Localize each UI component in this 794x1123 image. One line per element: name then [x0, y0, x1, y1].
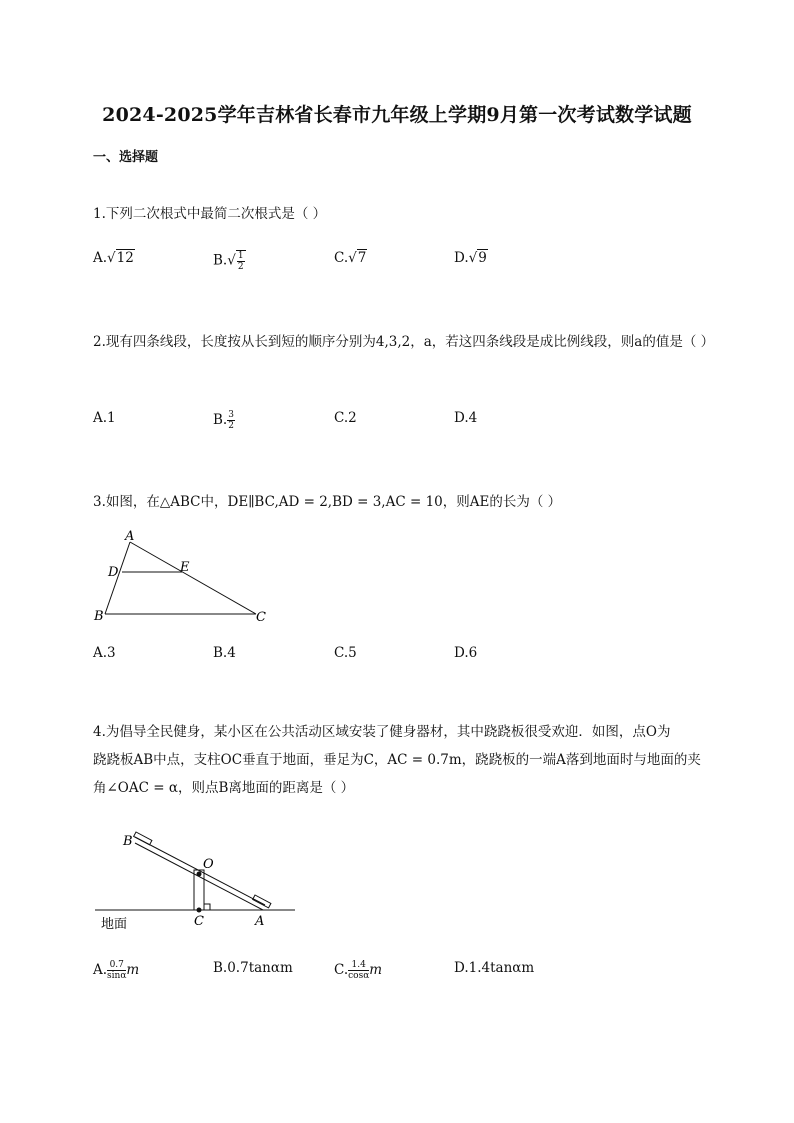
question-4-options: [93, 960, 613, 984]
option-b: [213, 410, 235, 431]
denominator: 2: [237, 262, 244, 272]
question-1-stem: 1.下列二次根式中最简二次根式是（ ）: [93, 206, 327, 222]
seat-b-handle: [134, 832, 152, 845]
option-letter: C.: [334, 250, 349, 266]
radicand: 7: [357, 250, 367, 266]
option-letter: B.: [213, 960, 228, 976]
fraction: [236, 250, 246, 272]
label-b: B: [123, 834, 133, 849]
option-letter: A.: [93, 962, 108, 978]
label-e: E: [180, 560, 190, 575]
fraction: [348, 960, 369, 981]
label-c: C: [194, 914, 204, 929]
option-c: [334, 960, 382, 981]
stem-line: 跷跷板AB中点，支柱OC垂直于地面，垂足为C，AC = 0.7m，跷跷板的一端A落到地面时与地面的夹: [93, 752, 701, 768]
point-c: [197, 908, 202, 913]
option-c: [334, 645, 357, 661]
stem-line: 4.为倡导全民健身，某小区在公共活动区域安装了健身器材，其中跷跷板很受欢迎．如图，点O为: [93, 724, 671, 740]
numerator: 1: [237, 251, 244, 261]
numerator: 3: [228, 410, 234, 420]
option-text: 0.7tanαm: [227, 960, 293, 976]
option-letter: D.: [454, 410, 469, 426]
fraction: [227, 410, 235, 431]
question-2-options: [93, 410, 613, 434]
option-letter: A.: [93, 645, 108, 661]
numerator: 0.7: [107, 960, 126, 971]
label-b: B: [94, 609, 104, 624]
fraction: [107, 960, 126, 981]
option-letter: B.: [213, 252, 228, 269]
option-c: [334, 250, 367, 266]
stem-line: 角∠OAC = α，则点B离地面的距离是（ ）: [93, 780, 355, 796]
option-c: [334, 410, 357, 426]
sqrt-icon: √: [348, 250, 357, 266]
question-4-stem: [93, 718, 708, 802]
option-a: [93, 960, 139, 981]
option-letter: B.: [213, 645, 228, 661]
option-letter: A.: [93, 410, 108, 426]
question-3-stem: 3.如图，在△ABC中，DE∥BC,AD = 2,BD = 3,AC = 10，则AE的长为（ ）: [93, 494, 562, 510]
option-letter: C.: [334, 962, 349, 978]
option-text: 6: [468, 645, 478, 661]
question-2-stem: 2.现有四条线段，长度按从长到短的顺序分别为4,3,2，a，若这四条线段是成比例线段，则a的值是（ ）: [93, 334, 715, 350]
radicand: 12: [116, 250, 134, 266]
triangle-figure: [88, 528, 278, 628]
section-heading: 一、选择题: [93, 150, 159, 165]
question-1-options: [93, 250, 613, 274]
label-c: C: [256, 610, 266, 625]
segment-ac: [130, 542, 256, 614]
option-text: 4: [468, 410, 478, 426]
option-letter: D.: [454, 645, 469, 661]
option-a: [93, 645, 116, 661]
ground-label: 地面: [101, 917, 128, 932]
option-letter: A.: [93, 250, 108, 266]
option-letter: D.: [454, 960, 469, 976]
option-text: 2: [348, 410, 357, 426]
option-d: [454, 960, 534, 976]
option-d: [454, 410, 477, 426]
unit: m: [126, 962, 140, 978]
option-text: 3: [107, 645, 116, 661]
option-b: [213, 250, 246, 272]
right-angle-mark: [204, 904, 210, 910]
label-d: D: [108, 565, 119, 580]
option-a: [93, 250, 135, 266]
denominator: sinα: [107, 971, 127, 981]
point-o: [197, 872, 202, 877]
sqrt-icon: √: [107, 250, 116, 266]
question-3-options: [93, 645, 613, 669]
option-letter: C.: [334, 410, 349, 426]
option-text: 4: [227, 645, 236, 661]
label-a: A: [125, 529, 135, 544]
option-letter: C.: [334, 645, 349, 661]
unit: m: [369, 962, 383, 978]
sqrt-icon: √: [227, 252, 236, 269]
denominator: 2: [228, 421, 234, 431]
option-letter: D.: [454, 250, 469, 266]
option-d: [454, 250, 488, 266]
option-text: 1: [107, 410, 116, 426]
option-b: [213, 960, 293, 976]
option-letter: B.: [213, 412, 228, 428]
numerator: 1.4: [348, 960, 369, 971]
option-text: 1.4tanαm: [468, 960, 535, 976]
seesaw-figure: [95, 825, 305, 935]
label-o: O: [203, 857, 214, 872]
sqrt-icon: √: [468, 250, 478, 266]
seesaw-board-top: [135, 837, 265, 905]
option-b: [213, 645, 236, 661]
option-d: [454, 645, 477, 661]
option-a: [93, 410, 116, 426]
denominator: cosα: [348, 971, 370, 981]
radicand: 9: [478, 250, 487, 266]
page-title: 2024-2025学年吉林省长春市九年级上学期9月第一次考试数学试题: [102, 104, 692, 126]
option-text: 5: [348, 645, 357, 661]
label-a: A: [255, 914, 265, 929]
